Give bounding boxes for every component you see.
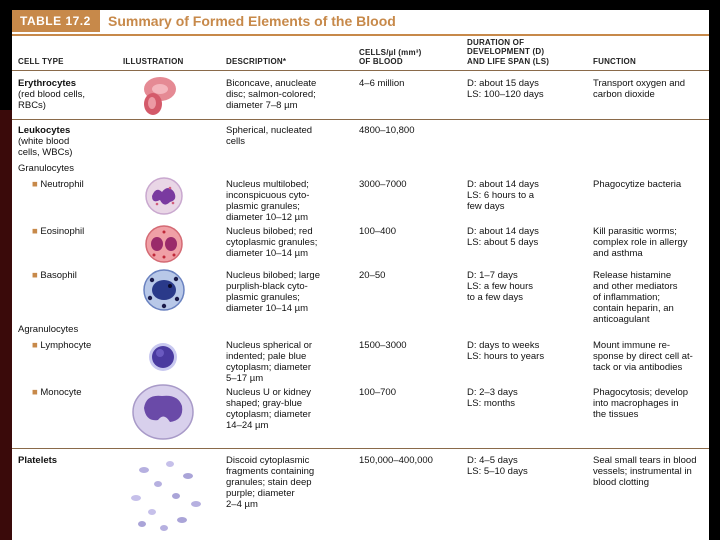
row-neutrophil-desc-line3: plasmic granules; — [226, 201, 300, 212]
row-leukocytes-desc-line1: Spherical, nucleated — [226, 125, 313, 136]
section-rule-leukocytes — [12, 119, 709, 120]
row-basophil-function-line1: Release histamine — [593, 270, 672, 281]
row-platelets-duration-line2: LS: 5–10 days — [467, 466, 528, 477]
row-platelets-desc-line5: 2–4 µm — [226, 499, 258, 510]
row-lymphocyte-label: Lymphocyte — [40, 340, 92, 351]
row-erythrocytes-count: 4–6 million — [359, 78, 405, 89]
header-rule — [12, 70, 709, 71]
row-neutrophil-desc-line1: Nucleus multilobed; — [226, 179, 309, 190]
row-basophil-duration-line3: to a few days — [467, 292, 523, 303]
row-eosinophil-count: 100–400 — [359, 226, 396, 237]
row-erythrocytes-desc-line2: disc; salmon-colored; — [226, 89, 316, 100]
row-monocyte-desc-line2: shaped; gray-blue — [226, 398, 303, 409]
header-duration-line3: AND LIFE SPAN (LS) — [467, 57, 550, 66]
row-monocyte-name — [32, 387, 82, 398]
header-cells-line2: OF BLOOD — [359, 57, 403, 66]
row-lymphocyte-desc-line4: 5–17 µm — [226, 373, 264, 384]
row-platelets-name: Platelets — [18, 455, 58, 466]
row-monocyte-desc-line1: Nucleus U or kidney — [226, 387, 312, 398]
header-cells-line1: CELLS/µl (mm³) — [359, 48, 422, 57]
row-neutrophil-label: Neutrophil — [40, 179, 84, 190]
row-neutrophil-duration-line3: few days — [467, 201, 505, 212]
neutrophil-illustration — [142, 174, 186, 218]
header-illustration: ILLUSTRATION — [123, 57, 184, 66]
row-lymphocyte-function-line2: sponse by direct cell at- — [593, 351, 693, 362]
row-eosinophil-name — [32, 226, 84, 237]
monocyte-illustration — [130, 382, 196, 442]
row-basophil-duration-line2: LS: a few hours — [467, 281, 534, 292]
row-eosinophil-function-line2: complex role in allergy — [593, 237, 688, 248]
row-platelets-desc-line3: granules; stain deep — [226, 477, 312, 488]
row-leukocytes-name-line3: cells, WBCs) — [18, 147, 73, 158]
row-platelets-desc-line2: fragments containing — [226, 466, 315, 477]
row-erythrocytes-duration-line2: LS: 100–120 days — [467, 89, 544, 100]
table-page — [12, 10, 709, 540]
row-basophil-desc-line2: purplish-black cyto- — [226, 281, 308, 292]
header-cell-type: CELL TYPE — [18, 57, 64, 66]
slide-frame-right — [709, 0, 720, 540]
header-description: DESCRIPTION* — [226, 57, 287, 66]
table-title: Summary of Formed Elements of the Blood — [108, 13, 396, 29]
row-monocyte-count: 100–700 — [359, 387, 396, 398]
row-lymphocyte-duration-line2: LS: hours to years — [467, 351, 545, 362]
row-monocyte-label: Monocyte — [40, 387, 82, 398]
basophil-illustration — [140, 266, 188, 314]
row-platelets-desc-line4: purple; diameter — [226, 488, 295, 499]
row-leukocytes-name: Leukocytes — [18, 125, 71, 136]
row-neutrophil-name — [32, 179, 84, 190]
row-eosinophil-duration-line2: LS: about 5 days — [467, 237, 539, 248]
row-lymphocyte-count: 1500–3000 — [359, 340, 407, 351]
bullet-icon: ■ — [32, 226, 41, 237]
row-neutrophil-desc-line4: diameter 10–12 µm — [226, 212, 309, 223]
bullet-icon: ■ — [32, 179, 41, 190]
row-erythrocytes-function-line1: Transport oxygen and — [593, 78, 686, 89]
row-basophil-name — [32, 270, 77, 281]
row-platelets-function-line2: vessels; instrumental in — [593, 466, 692, 477]
row-erythrocytes-name-line3: RBCs) — [18, 100, 46, 111]
bullet-icon: ■ — [32, 270, 41, 281]
row-leukocytes-desc-line2: cells — [226, 136, 246, 147]
row-basophil-function-line4: contain heparin, an — [593, 303, 674, 314]
title-rule — [12, 34, 709, 36]
row-monocyte-function-line1: Phagocytosis; develop — [593, 387, 689, 398]
row-lymphocyte-desc-line1: Nucleus spherical or — [226, 340, 313, 351]
row-lymphocyte-desc-line2: indented; pale blue — [226, 351, 307, 362]
row-basophil-function-line5: anticoagulant — [593, 314, 650, 325]
row-eosinophil-label: Eosinophil — [40, 226, 85, 237]
row-leukocytes-count: 4800–10,800 — [359, 125, 415, 136]
row-eosinophil-duration-line1: D: about 14 days — [467, 226, 539, 237]
header-function: FUNCTION — [593, 57, 636, 66]
row-neutrophil-duration-line1: D: about 14 days — [467, 179, 539, 190]
row-basophil-function-line2: and other mediators — [593, 281, 678, 292]
lymphocyte-illustration — [146, 340, 180, 374]
row-monocyte-function-line3: the tissues — [593, 409, 639, 420]
row-basophil-label: Basophil — [40, 270, 77, 281]
row-basophil-function-line3: of inflammation; — [593, 292, 661, 303]
row-platelets-function-line1: Seal small tears in blood — [593, 455, 697, 466]
row-eosinophil-desc-line3: diameter 10–14 µm — [226, 248, 309, 259]
row-basophil-count: 20–50 — [359, 270, 386, 281]
row-platelets-function-line3: blood clotting — [593, 477, 649, 488]
row-eosinophil-function-line3: and asthma — [593, 248, 643, 259]
section-rule-platelets — [12, 448, 709, 449]
row-neutrophil-duration-line2: LS: 6 hours to a — [467, 190, 535, 201]
platelets-illustration — [124, 456, 208, 534]
row-lymphocyte-function-line3: tack or via antibodies — [593, 362, 683, 373]
row-erythrocytes-name: Erythrocytes — [18, 78, 77, 89]
row-erythrocytes-duration-line1: D: about 15 days — [467, 78, 539, 89]
eosinophil-illustration — [142, 222, 186, 266]
row-basophil-desc-line3: plasmic granules; — [226, 292, 300, 303]
row-eosinophil-desc-line1: Nucleus bilobed; red — [226, 226, 313, 237]
row-lymphocyte-desc-line3: cytoplasm; diameter — [226, 362, 312, 373]
row-platelets-desc-line1: Discoid cytoplasmic — [226, 455, 310, 466]
row-neutrophil-function-line1: Phagocytize bacteria — [593, 179, 682, 190]
row-monocyte-duration-line1: D: 2–3 days — [467, 387, 518, 398]
row-granulocytes-name: Granulocytes — [18, 163, 74, 174]
row-leukocytes-name-line2: (white blood — [18, 136, 70, 147]
row-monocyte-desc-line3: cytoplasm; diameter — [226, 409, 312, 420]
row-basophil-desc-line1: Nucleus bilobed; large — [226, 270, 321, 281]
row-basophil-duration-line1: D: 1–7 days — [467, 270, 518, 281]
row-monocyte-duration-line2: LS: months — [467, 398, 516, 409]
erythrocyte-illustration — [132, 72, 184, 118]
row-neutrophil-count: 3000–7000 — [359, 179, 407, 190]
row-agranulocytes-name: Agranulocytes — [18, 324, 79, 335]
row-eosinophil-function-line1: Kill parasitic worms; — [593, 226, 677, 237]
row-lymphocyte-duration-line1: D: days to weeks — [467, 340, 540, 351]
row-lymphocyte-name — [32, 340, 91, 351]
table-number-tag: TABLE 17.2 — [12, 10, 100, 32]
row-platelets-duration-line1: D: 4–5 days — [467, 455, 518, 466]
header-duration-line1: DURATION OF — [467, 38, 525, 47]
row-erythrocytes-desc-line3: diameter 7–8 µm — [226, 100, 298, 111]
row-monocyte-desc-line4: 14–24 µm — [226, 420, 269, 431]
row-erythrocytes-name-line2: (red blood cells, — [18, 89, 86, 100]
row-lymphocyte-function-line1: Mount immune re- — [593, 340, 671, 351]
row-basophil-desc-line4: diameter 10–14 µm — [226, 303, 309, 314]
row-eosinophil-desc-line2: cytoplasmic granules; — [226, 237, 318, 248]
row-neutrophil-desc-line2: inconspicuous cyto- — [226, 190, 310, 201]
row-monocyte-function-line2: into macrophages in — [593, 398, 679, 409]
bullet-icon: ■ — [32, 340, 41, 351]
row-erythrocytes-desc-line1: Biconcave, anucleate — [226, 78, 317, 89]
table-title-bar — [12, 10, 709, 32]
header-duration-line2: DEVELOPMENT (D) — [467, 47, 545, 56]
row-platelets-count: 150,000–400,000 — [359, 455, 433, 466]
row-erythrocytes-function-line2: carbon dioxide — [593, 89, 655, 100]
bullet-icon: ■ — [32, 387, 41, 398]
